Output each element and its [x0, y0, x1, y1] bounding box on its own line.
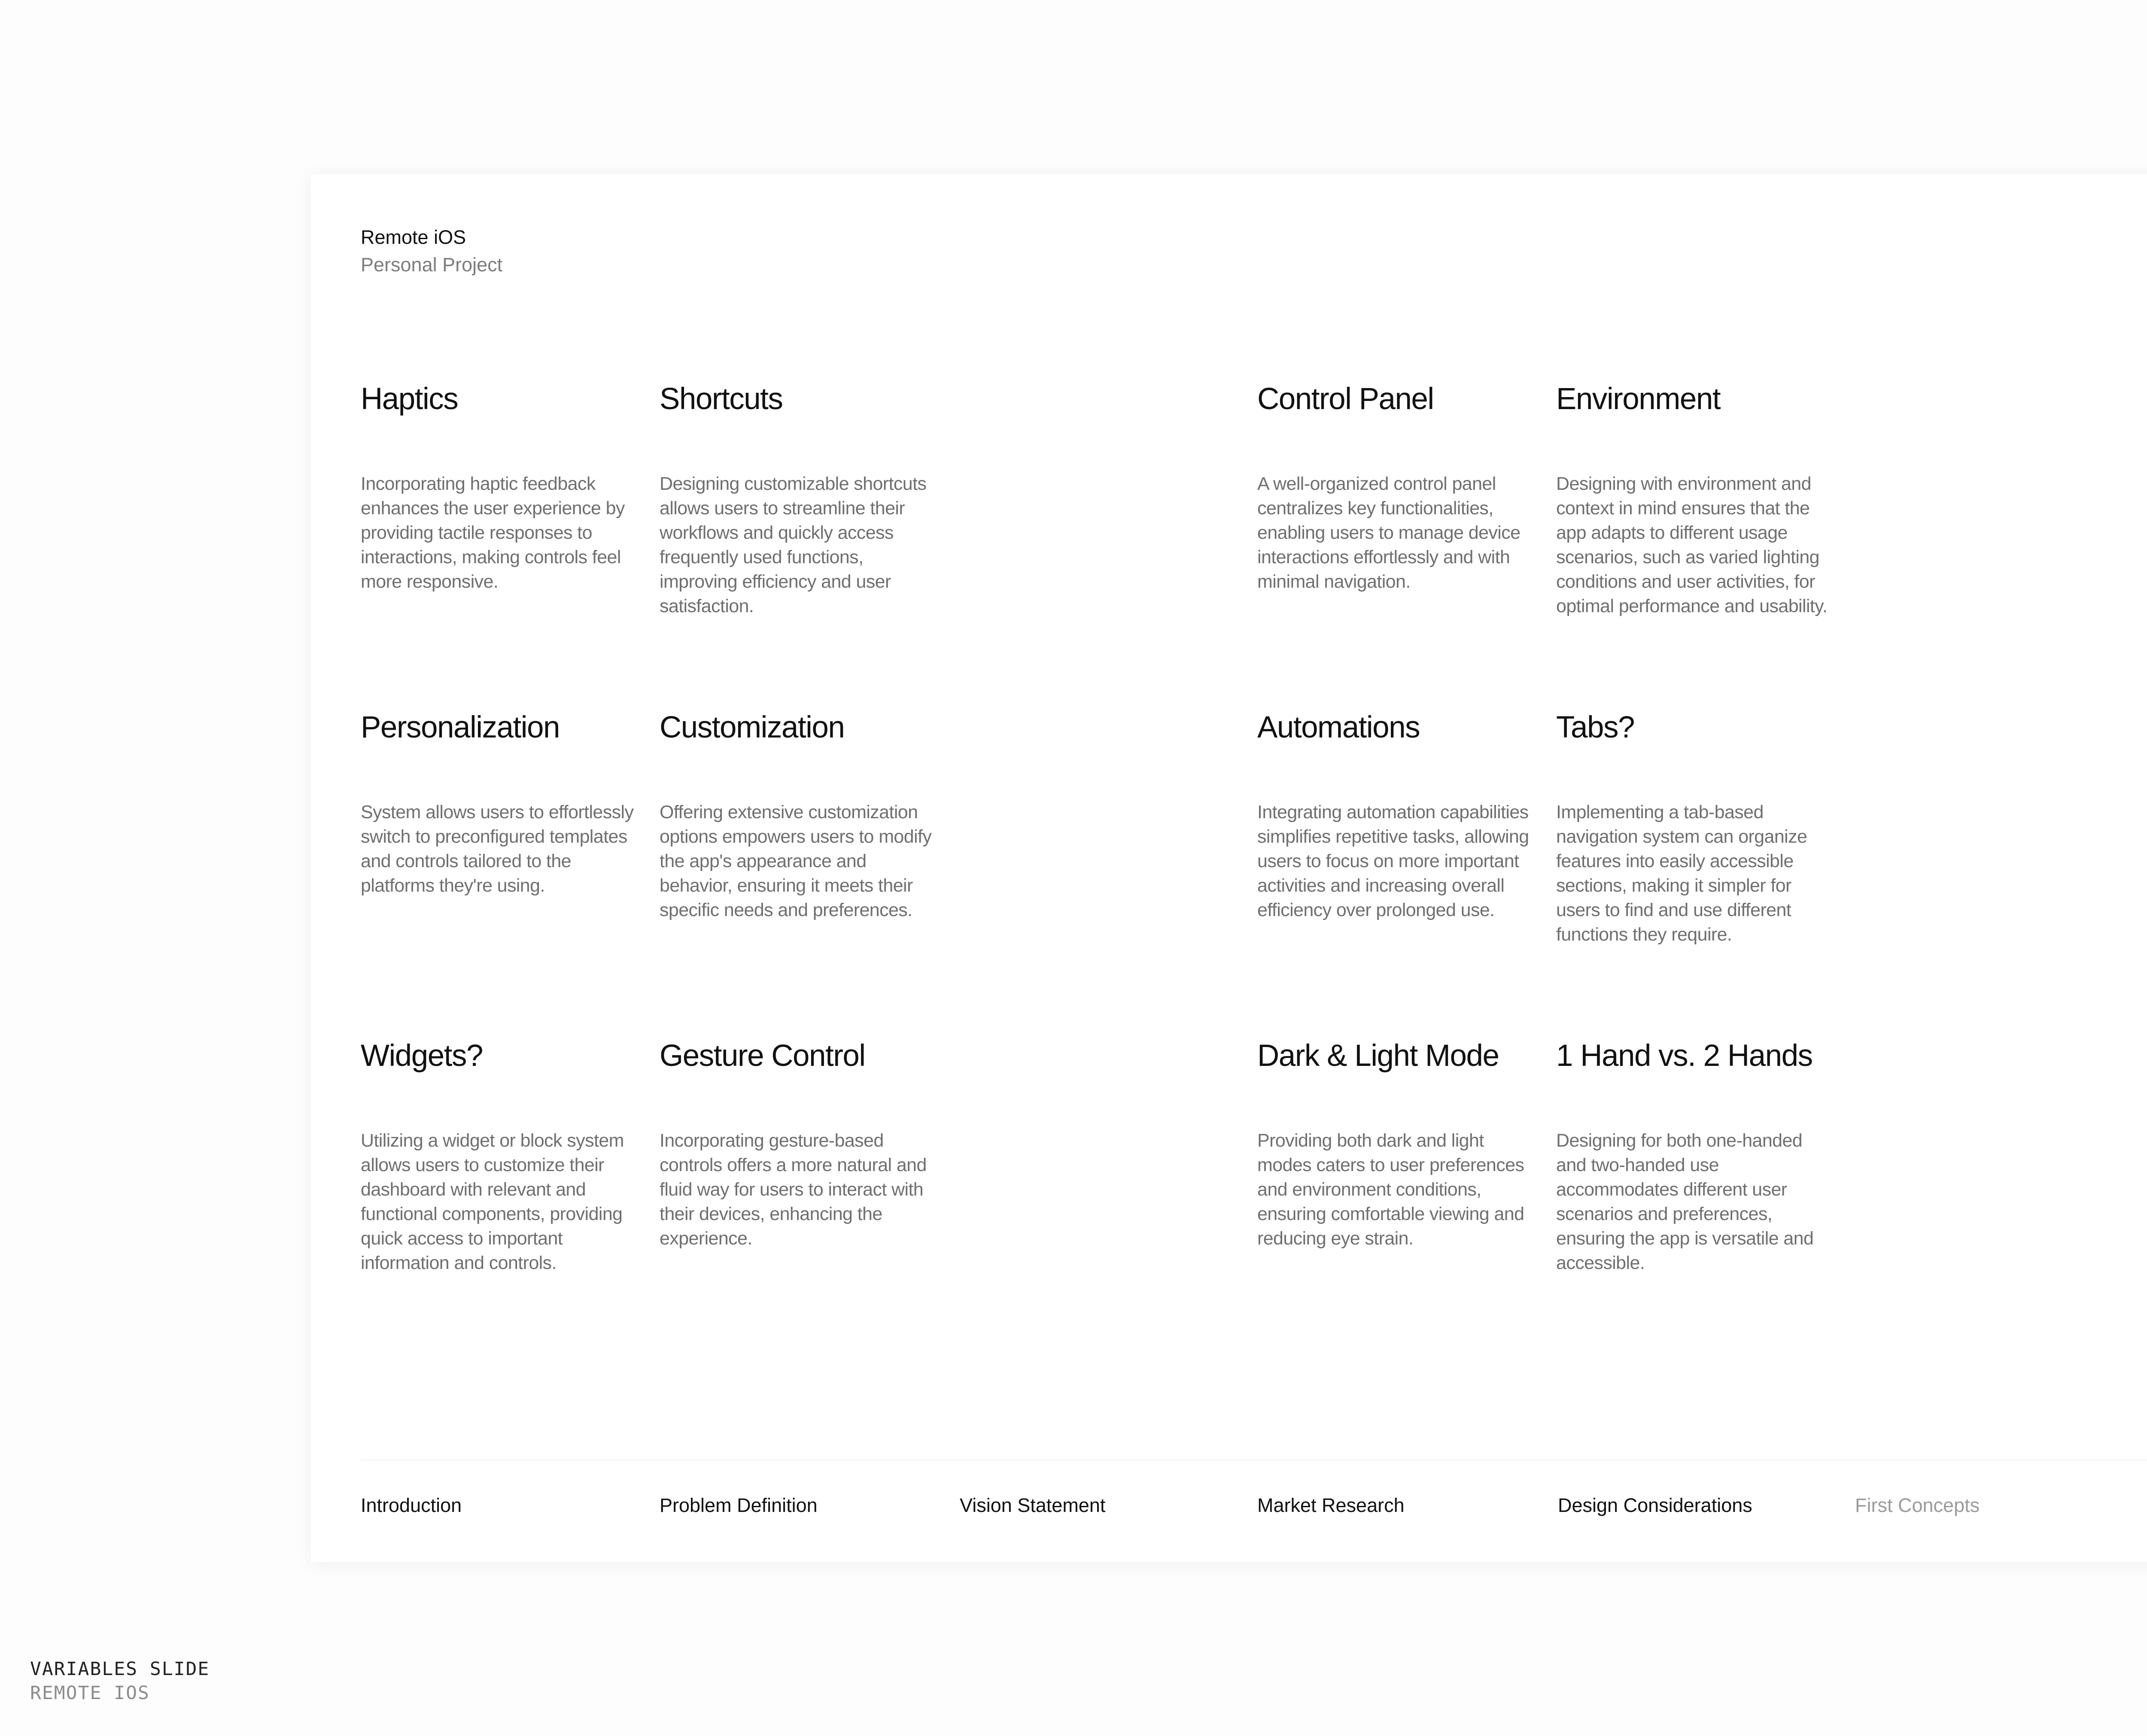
item-body: Integrating automation capabilities simplifies repetitive tasks, allowing users to focus on more important activities and increasing overall efficiency over prolonged use.: [1257, 802, 1529, 920]
consideration-customization: [660, 708, 939, 920]
slide-type-label: VARIABLES SLIDE: [30, 1658, 210, 1680]
nav-vision-statement[interactable]: Vision Statement: [960, 1494, 1106, 1516]
nav-introduction[interactable]: Introduction: [361, 1494, 462, 1516]
item-title: Tabs?: [1556, 710, 1634, 744]
item-body: Offering extensive customization options empowers users to modify the app's appearance and behavior, ensuring it meets their specific needs and preferences.: [660, 802, 932, 920]
item-body: Utilizing a widget or block system allows users to customize their dashboard with relevant and functional components, providing quick access to important information and controls.: [361, 1130, 624, 1273]
slide-card: [310, 174, 2147, 1562]
consideration-widgets: [361, 1037, 640, 1273]
consideration-gesture-control: [660, 1037, 939, 1249]
consideration-environment: [1556, 380, 1835, 616]
item-title: Haptics: [361, 382, 458, 416]
item-body: Incorporating gesture-based controls offers a more natural and fluid way for users to interact with their devices, enhancing the experience.: [660, 1130, 927, 1249]
nav-problem-definition[interactable]: Problem Definition: [660, 1494, 818, 1516]
item-title: Automations: [1257, 710, 1420, 744]
item-body: Providing both dark and light modes caters to user preferences and environment conditions, ensuring comfortable viewing and reducing eye strain.: [1257, 1130, 1524, 1249]
item-title: Gesture Control: [660, 1039, 865, 1073]
item-title: Shortcuts: [660, 382, 783, 416]
item-title: Widgets?: [361, 1039, 483, 1073]
consideration-control-panel: [1257, 380, 1536, 592]
item-body: Incorporating haptic feedback enhances the user experience by providing tactile responses to interactions, making controls feel more responsive.: [361, 473, 625, 592]
nav-market-research[interactable]: Market Research: [1257, 1494, 1405, 1516]
item-body: Designing customizable shortcuts allows users to streamline their workflows and quickly access frequently used functions, improving efficiency and user satisfaction.: [660, 473, 927, 616]
item-title: 1 Hand vs. 2 Hands: [1556, 1039, 1812, 1073]
consideration-dark-light-mode: [1257, 1037, 1536, 1249]
consideration-tabs: [1556, 708, 1835, 945]
item-body: Implementing a tab-based navigation system can organize features into easily accessible sections, making it simpler for users to find and use different functions they require.: [1556, 802, 1807, 945]
item-body: A well-organized control panel centralizes key functionalities, enabling users to manage device interactions effortlessly and with minimal navigation.: [1257, 473, 1521, 592]
item-body: Designing for both one-handed and two-handed use accommodates different user scenarios and preferences, ensuring the app is versatile and accessible.: [1556, 1130, 1814, 1273]
nav-design-considerations[interactable]: Design Considerations: [1558, 1494, 1752, 1516]
consideration-one-vs-two-hands: [1556, 1037, 1835, 1273]
slide-project-label: REMOTE IOS: [30, 1682, 150, 1704]
item-body: System allows users to effortlessly switch to preconfigured templates and controls tailored to the platforms they're using.: [361, 802, 634, 896]
item-title: Customization: [660, 710, 845, 744]
item-title: Personalization: [361, 710, 560, 744]
item-title: Control Panel: [1257, 382, 1434, 416]
project-title: Remote iOS: [361, 226, 466, 248]
item-body: Designing with environment and context in mind ensures that the app adapts to different usage scenarios, such as varied lighting conditions and user activities, for optimal performance and usability.: [1556, 473, 1828, 616]
consideration-personalization: [361, 708, 640, 896]
consideration-shortcuts: [660, 380, 939, 616]
project-subtitle: Personal Project: [361, 254, 503, 276]
consideration-haptics: [361, 380, 640, 592]
nav-first-concepts[interactable]: First Concepts: [1855, 1494, 1980, 1516]
item-title: Environment: [1556, 382, 1721, 416]
item-title: Dark & Light Mode: [1257, 1039, 1499, 1073]
consideration-automations: [1257, 708, 1536, 920]
